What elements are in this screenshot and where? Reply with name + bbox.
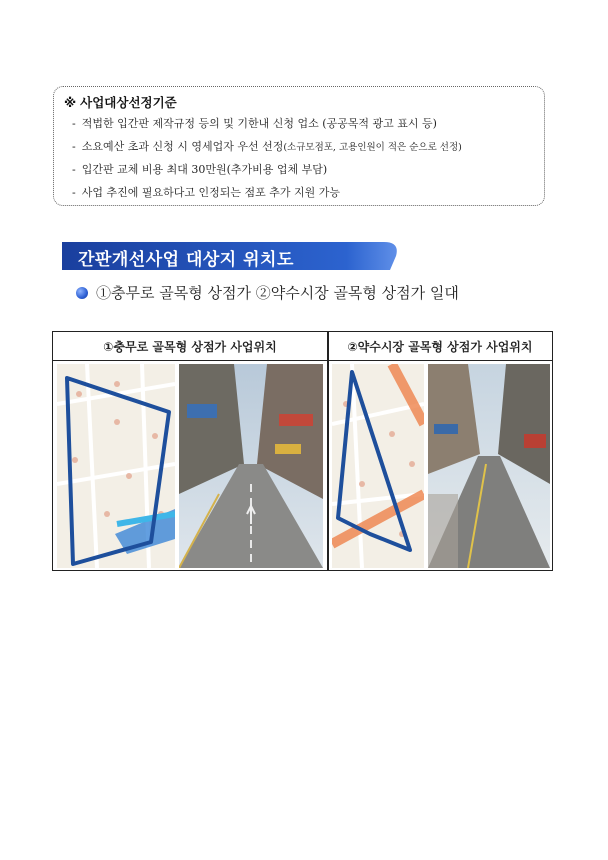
criteria-title-text: 사업대상선정기준 xyxy=(80,95,177,110)
panel-header-yaksu: ②약수시장 골목형 상점가 사업위치 xyxy=(328,332,552,361)
dash: - xyxy=(72,117,76,130)
yaksu-map xyxy=(332,364,424,568)
criteria-item xyxy=(72,138,462,154)
column-divider xyxy=(327,332,329,570)
reference-mark: ※ xyxy=(64,95,77,110)
criteria-item xyxy=(72,161,327,177)
chungmuro-map xyxy=(57,364,175,568)
section-title: 간판개선사업 대상지 위치도 xyxy=(78,250,294,270)
criteria-item-text: 적법한 입간판 제작규정 등의 및 기한내 신청 업소 (공공목적 광고 표시 등) xyxy=(81,117,437,130)
location-summary xyxy=(76,282,459,303)
location-summary-text: ①충무로 골목형 상점가 ②약수시장 골목형 상점가 일대 xyxy=(96,284,459,302)
criteria-item-text: 사업 추진에 필요하다고 인정되는 점포 추가 지원 가능 xyxy=(81,186,340,199)
criteria-item xyxy=(72,184,340,200)
yaksu-street-photo xyxy=(428,364,550,568)
criteria-box xyxy=(53,86,545,206)
criteria-item-text: 입간판 교체 비용 최대 30만원(추가비용 업체 부담) xyxy=(81,163,328,176)
bullet-icon xyxy=(76,287,88,299)
criteria-title xyxy=(64,93,177,111)
dash: - xyxy=(72,140,76,153)
section-banner xyxy=(62,242,402,270)
panel-header-chungmuro: ①충무로 골목형 상점가 사업위치 xyxy=(53,332,327,361)
dash: - xyxy=(72,186,76,199)
criteria-item xyxy=(72,115,437,131)
dash: - xyxy=(72,163,76,176)
chungmuro-street-photo xyxy=(179,364,323,568)
location-map-table xyxy=(52,331,553,571)
criteria-item-text: 소요예산 초과 신청 시 영세업자 우선 선정 xyxy=(81,140,284,153)
criteria-item-note: (소규모점포, 고용인원이 적은 순으로 선정) xyxy=(283,142,462,153)
